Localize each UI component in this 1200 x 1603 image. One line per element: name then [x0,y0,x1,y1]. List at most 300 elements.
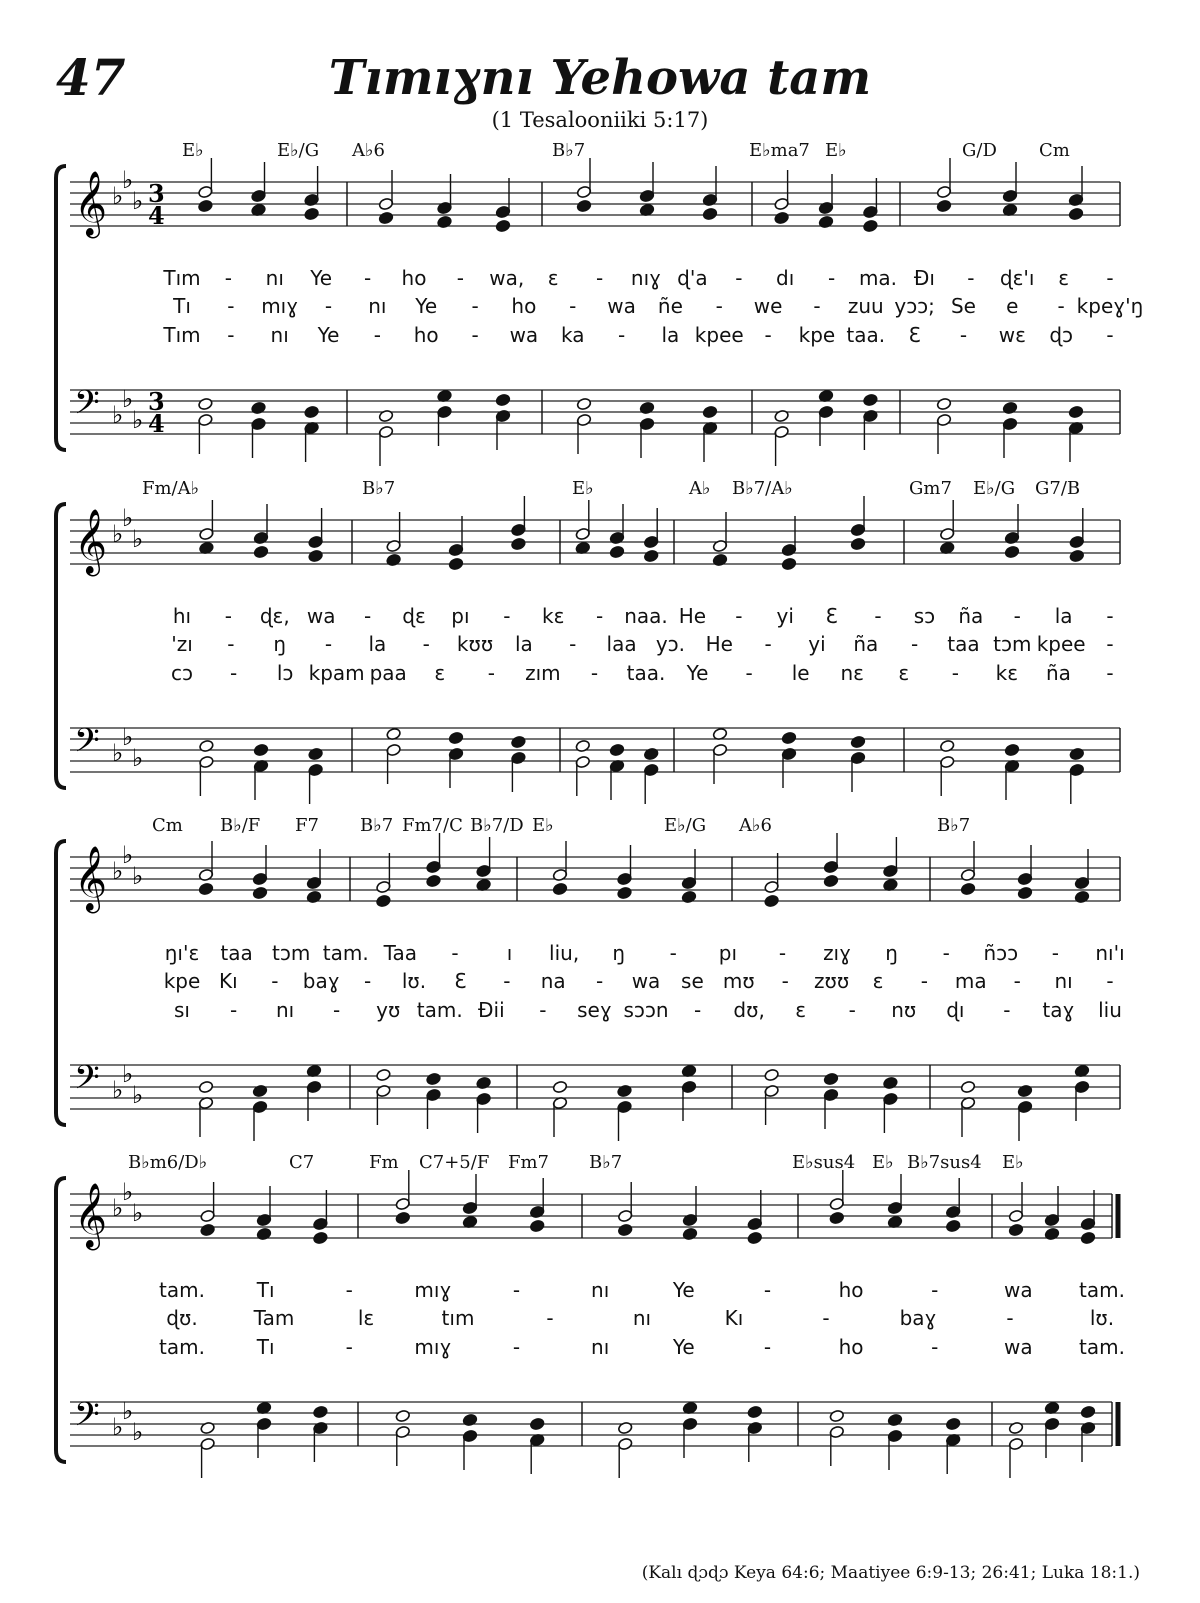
lyric-hyphen: - [471,294,479,318]
chord-symbol: E♭sus4 [792,1152,856,1173]
lyric-syllable: Ye [415,294,438,318]
lyric-syllable: Ye [317,323,340,347]
score-graphics [52,478,1152,818]
lyric-syllable: nı [591,1278,610,1302]
note-head [313,1231,328,1244]
note-head [253,545,268,558]
lyric-hyphen: - [931,1278,939,1302]
chord-symbol: C7 [289,1152,315,1173]
flat-icon: ♭ [122,1178,134,1206]
note-head [1002,401,1017,414]
chord-symbol: B♭7 [937,815,971,836]
lyric-syllable: Kı [724,1306,744,1330]
lyric-syllable: lʊ. [401,969,427,993]
lyric-syllable: Ye [672,1278,695,1302]
note-head [609,545,624,558]
lyric-hyphen: - [345,1278,353,1302]
lyric-hyphen: - [227,323,235,347]
lyric-syllable: dı [776,266,795,290]
lyric-syllable: wa [509,323,539,347]
lyric-syllable: zıɣ [823,941,852,965]
brace-icon [56,1178,66,1462]
lyric-syllable: lɔ [276,661,294,685]
lyric-syllable: yʊ [376,998,401,1022]
lyric-syllable: He [705,632,733,656]
lyric-hyphen: - [778,941,787,965]
lyric-hyphen: - [781,969,789,993]
note-head [1044,1227,1059,1240]
treble-clef-icon: 𝄞 [74,171,108,236]
time-signature-digit: 4 [148,201,165,230]
lyric-syllable: kɛ [995,661,1019,685]
lyric-syllable: ɛ [547,266,559,290]
lyric-syllable: tam. [1079,1335,1125,1359]
lyric-hyphen: - [224,604,232,628]
bass-clef-icon: 𝄢 [74,1396,100,1442]
lyric-syllable: ña [853,632,879,656]
lyric-hyphen: - [324,294,333,318]
note-head [774,409,789,422]
lyric-hyphen: - [669,941,677,965]
lyric-syllable: ŋ [885,941,898,965]
lyric-syllable: zuu [847,294,884,318]
lyric-syllable: wa, [489,266,525,290]
note-head [251,401,266,414]
lyric-hyphen: - [503,604,511,628]
note-head [1004,743,1019,756]
lyric-hyphen: - [451,941,459,965]
time-signature-digit: 4 [148,409,165,438]
flat-icon: ♭ [132,406,144,434]
flat-icon: ♭ [132,862,144,890]
note-head [823,1072,838,1085]
lyric-hyphen: - [942,941,950,965]
note-head [781,557,796,570]
lyric-hyphen: - [920,969,928,993]
lyric-syllable: taa. [626,661,666,685]
lyric-syllable: tam. [416,998,463,1022]
lyric-syllable: ɛ [434,661,446,685]
chord-symbol: A♭6 [352,140,385,161]
lyric-syllable: tım [441,1306,475,1330]
lyric-hyphen: - [763,1335,772,1359]
lyric-syllable: ɖɛ [402,604,426,628]
note-head [939,739,954,752]
note-head [426,1072,441,1085]
lyric-syllable: nı [270,323,289,347]
lyric-hyphen: - [363,266,372,290]
note-head [1069,747,1084,760]
flat-icon: ♭ [122,723,134,751]
note-head [609,743,624,756]
flat-icon: ♭ [112,739,124,767]
flat-icon: ♭ [132,525,144,553]
note-head [936,199,951,212]
note-head [575,739,590,752]
lyric-syllable: kpam [308,661,365,685]
lyric-hyphen: - [595,266,604,290]
note-head [883,1076,898,1089]
note-head [313,1405,328,1418]
chord-symbol: E♭ [1002,1152,1024,1173]
lyric-syllable: sı [174,998,190,1022]
note-head [476,1076,491,1089]
lyric-syllable: yi [776,604,794,628]
lyric-syllable: seɣ [577,998,612,1022]
flat-icon: ♭ [132,1081,144,1109]
lyric-syllable: ɛ [1058,266,1069,290]
lyric-syllable: naa. [624,604,668,628]
note-head [198,882,213,895]
lyric-syllable: Ye [672,1335,695,1359]
chord-symbol: Cm [1039,140,1070,161]
note-head [386,553,401,566]
treble-clef-icon: 𝄞 [74,846,108,911]
flat-icon: ♭ [132,187,144,215]
lyric-syllable: taɣ [1042,998,1075,1022]
note-head [829,1409,844,1422]
lyric-syllable: tam. [159,1278,205,1302]
lyric-syllable: ɛ [795,998,807,1022]
flat-icon: ♭ [112,401,124,429]
flat-icon: ♭ [122,385,134,413]
bass-clef-icon: 𝄢 [74,1059,100,1105]
note-head [198,397,213,410]
bass-staff [70,390,1120,434]
note-head [306,890,321,903]
lyric-syllable: Ye [686,661,709,685]
lyric-syllable: kʊʊ [456,632,494,656]
lyric-hyphen: - [911,632,919,656]
lyric-hyphen: - [813,294,821,318]
lyric-syllable: ɖɔ [1049,323,1073,347]
lyric-syllable: Tı [256,1278,275,1302]
note-head [850,537,865,550]
note-head [378,211,393,224]
lyric-syllable: cɔ [171,661,193,685]
lyric-hyphen: - [363,604,372,628]
lyric-hyphen: - [569,294,577,318]
lyric-syllable: yɔ. [655,632,685,656]
note-head [395,1409,410,1422]
chord-symbol: Fm7 [508,1152,550,1173]
lyric-syllable: sɔɔn [623,998,669,1022]
lyric-syllable: ŋ [273,632,287,656]
lyric-hyphen: - [333,998,341,1022]
note-head [576,199,591,212]
note-head [960,882,975,895]
note-head [462,1413,477,1426]
lyric-hyphen: - [715,294,723,318]
lyric-syllable: Tım [163,323,201,347]
lyric-hyphen: - [456,266,464,290]
lyric-syllable: Ɛ [454,969,467,993]
lyric-hyphen: - [745,661,753,685]
note-head [437,215,452,228]
lyric-syllable: Taa [383,941,418,965]
lyric-syllable: ñe [657,294,683,318]
flat-icon: ♭ [122,1397,134,1425]
note-head [1004,545,1019,558]
note-head [1074,890,1089,903]
chord-symbol: E♭/G [664,815,707,836]
lyric-syllable: Tı [173,294,191,318]
flat-icon: ♭ [132,744,144,772]
lyric-hyphen: - [546,1306,554,1330]
note-head [576,397,591,410]
chord-symbol: Fm [369,1152,399,1173]
lyric-hyphen: - [1013,969,1021,993]
note-head [936,397,951,410]
lyric-syllable: kpe [798,323,836,347]
lyric-syllable: taa [220,941,253,965]
lyric-hyphen: - [569,632,577,656]
lyric-hyphen: - [373,323,381,347]
note-head [1008,1421,1023,1434]
lyric-syllable: mıɣ [414,1278,452,1302]
lyric-syllable: nı [632,1306,652,1330]
note-head [945,1219,960,1232]
note-head [198,199,213,212]
lyric-syllable: nı [591,1335,610,1359]
lyric-syllable: wa [1004,1335,1033,1359]
lyric-hyphen: - [229,661,238,685]
chord-symbol: A♭ [689,478,711,499]
lyric-hyphen: - [1106,632,1114,656]
chord-symbol: Fm7/C [402,815,463,836]
lyric-syllable: ɛ [872,969,884,993]
note-head [1017,1084,1032,1097]
flat-icon: ♭ [112,1076,124,1104]
note-head [781,731,796,744]
lyric-syllable: Kı [219,969,238,993]
lyric-hyphen: - [617,323,626,347]
note-head [308,747,323,760]
lyric-syllable: tɔm [993,632,1032,656]
note-head [747,1405,762,1418]
lyric-syllable: ho [401,266,427,290]
lyric-syllable: nıɣ [630,266,662,290]
lyric-syllable: ŋ [612,941,626,965]
lyric-syllable: nı'ı [1095,941,1125,965]
lyric-hyphen: - [967,266,975,290]
lyric-syllable: tam. [1079,1278,1125,1302]
note-head [552,882,567,895]
lyric-syllable: e [1006,294,1019,318]
lyric-syllable: ɖɛ, [259,604,290,628]
lyric-syllable: tam. [159,1335,205,1359]
note-head [1068,405,1083,418]
lyric-syllable: wa [631,969,661,993]
lyric-hyphen: - [363,969,372,993]
note-head [200,1223,215,1236]
lyric-hyphen: - [1003,998,1011,1022]
note-head [448,557,463,570]
note-head [200,1421,215,1434]
lyric-hyphen: - [271,969,279,993]
note-head [681,890,696,903]
music-system-3 [52,815,1152,1155]
lyric-hyphen: - [693,998,702,1022]
music-system-1 [52,140,1152,480]
lyric-syllable: ɖʊ. [166,1306,198,1330]
lyric-syllable: ɖɛ'ı [999,266,1035,290]
lyric-hyphen: - [874,604,882,628]
note-head [863,393,878,406]
lyric-syllable: He [678,604,707,628]
brace-icon [56,504,66,788]
lyric-syllable: yi [808,632,826,656]
lyric-syllable: taa [947,632,980,656]
note-head [376,1068,391,1081]
lyric-hyphen: - [595,604,604,628]
lyric-syllable: ho [838,1278,864,1302]
note-head [395,1211,410,1224]
note-head [552,1080,567,1093]
lyric-hyphen: - [735,604,743,628]
lyric-hyphen: - [1106,969,1114,993]
chord-symbol: E♭ [572,478,594,499]
lyric-syllable: wa [1004,1278,1033,1302]
lyric-syllable: paa [369,661,407,685]
lyric-syllable: la [661,323,680,347]
lyric-syllable: ı [506,941,513,965]
lyric-hyphen: - [503,969,511,993]
note-head [764,1068,779,1081]
lyric-syllable: mıɣ [414,1335,452,1359]
note-head [764,894,779,907]
lyric-hyphen: - [1106,323,1114,347]
lyric-syllable: na [540,969,566,993]
lyric-hyphen: - [763,1278,772,1302]
lyric-syllable: la [1054,604,1073,628]
note-head [1008,1223,1023,1236]
music-system-4 [52,1152,1152,1492]
lyric-hyphen: - [827,266,836,290]
note-head [850,735,865,748]
chord-symbol: B♭7/A♭ [732,478,793,499]
flat-icon: ♭ [132,1418,144,1446]
note-head [1080,1231,1095,1244]
lyric-syllable: mıɣ [261,294,299,318]
lyric-syllable: wa [306,604,336,628]
score-graphics [52,140,1152,480]
note-head [495,393,510,406]
time-signature-digit: 3 [148,179,165,208]
note-head [887,1413,902,1426]
lyric-hyphen: - [735,266,743,290]
lyric-hyphen: - [931,1335,939,1359]
chord-symbol: E♭/G [973,478,1016,499]
lyric-hyphen: - [324,632,333,656]
note-head [304,207,319,220]
note-head [617,886,632,899]
lyric-syllable: liu [1098,998,1122,1022]
note-head [702,405,717,418]
note-head [639,401,654,414]
chord-symbol: E♭ [182,140,204,161]
lyric-hyphen: - [822,1306,830,1330]
lyric-syllable: Tım [163,266,201,290]
lyric-hyphen: - [764,632,772,656]
lyric-hyphen: - [471,323,479,347]
chord-symbol: Cm [152,815,183,836]
lyric-hyphen: - [227,294,235,318]
lyric-syllable: ma [954,969,987,993]
lyric-syllable: Tı [256,1335,275,1359]
lyric-syllable: pı [451,604,470,628]
lyric-syllable: le [791,661,810,685]
lyric-syllable: wa [607,294,636,318]
lyric-hyphen: - [345,1335,353,1359]
note-head [863,219,878,232]
flat-icon: ♭ [112,520,124,548]
lyric-syllable: kpee [694,323,744,347]
note-head [682,1227,697,1240]
note-head [529,1417,544,1430]
brace-icon [56,166,66,450]
lyric-syllable: tam. [322,941,369,965]
lyric-syllable: ho [511,294,537,318]
music-system-2 [52,478,1152,818]
lyric-hyphen: - [590,661,599,685]
note-head [829,1211,844,1224]
chord-symbol: B♭7sus4 [907,1152,982,1173]
note-head [376,894,391,907]
note-head [702,207,717,220]
lyric-hyphen: - [764,323,772,347]
lyric-syllable: lʊ. [1089,1306,1115,1330]
lyric-syllable: nı [368,294,387,318]
flat-icon: ♭ [112,1194,124,1222]
note-head [529,1219,544,1232]
lyric-syllable: nɛ [840,661,864,685]
note-head [1080,1405,1095,1418]
chord-symbol: E♭ [872,1152,894,1173]
lyric-syllable: wɛ [998,323,1026,347]
lyric-hyphen: - [1106,661,1114,685]
lyric-hyphen: - [1057,294,1065,318]
chord-symbol: C7+5/F [419,1152,490,1173]
lyric-syllable: ñɔɔ [983,941,1019,965]
lyric-syllable: ɖı [946,998,965,1022]
flat-icon: ♭ [122,504,134,532]
hymn-number: 47 [56,48,126,107]
lyric-syllable: ña [958,604,984,628]
chord-symbol: B♭/F [220,815,261,836]
note-head [511,537,526,550]
note-head [643,747,658,760]
lyric-hyphen: - [1106,266,1114,290]
lyric-hyphen: - [512,1335,521,1359]
flat-icon: ♭ [132,1199,144,1227]
lyric-syllable: ho [413,323,439,347]
lyric-syllable: nı [1054,969,1073,993]
lyric-hyphen: - [848,998,856,1022]
lyric-syllable: ho [838,1335,864,1359]
note-head [1068,207,1083,220]
note-head [252,1084,267,1097]
lyric-syllable: se [681,969,704,993]
lyric-syllable: zım [525,661,561,685]
hymn-title: Tımıɣnı Yehowa tam [328,50,872,106]
lyric-syllable: zʊʊ [813,969,850,993]
note-head [617,1223,632,1236]
lyric-syllable: ɛ [898,661,910,685]
lyric-syllable: liu, [549,941,580,965]
lyric-syllable: Ɛ [825,604,838,628]
lyric-syllable: ɖ'a [677,266,708,290]
